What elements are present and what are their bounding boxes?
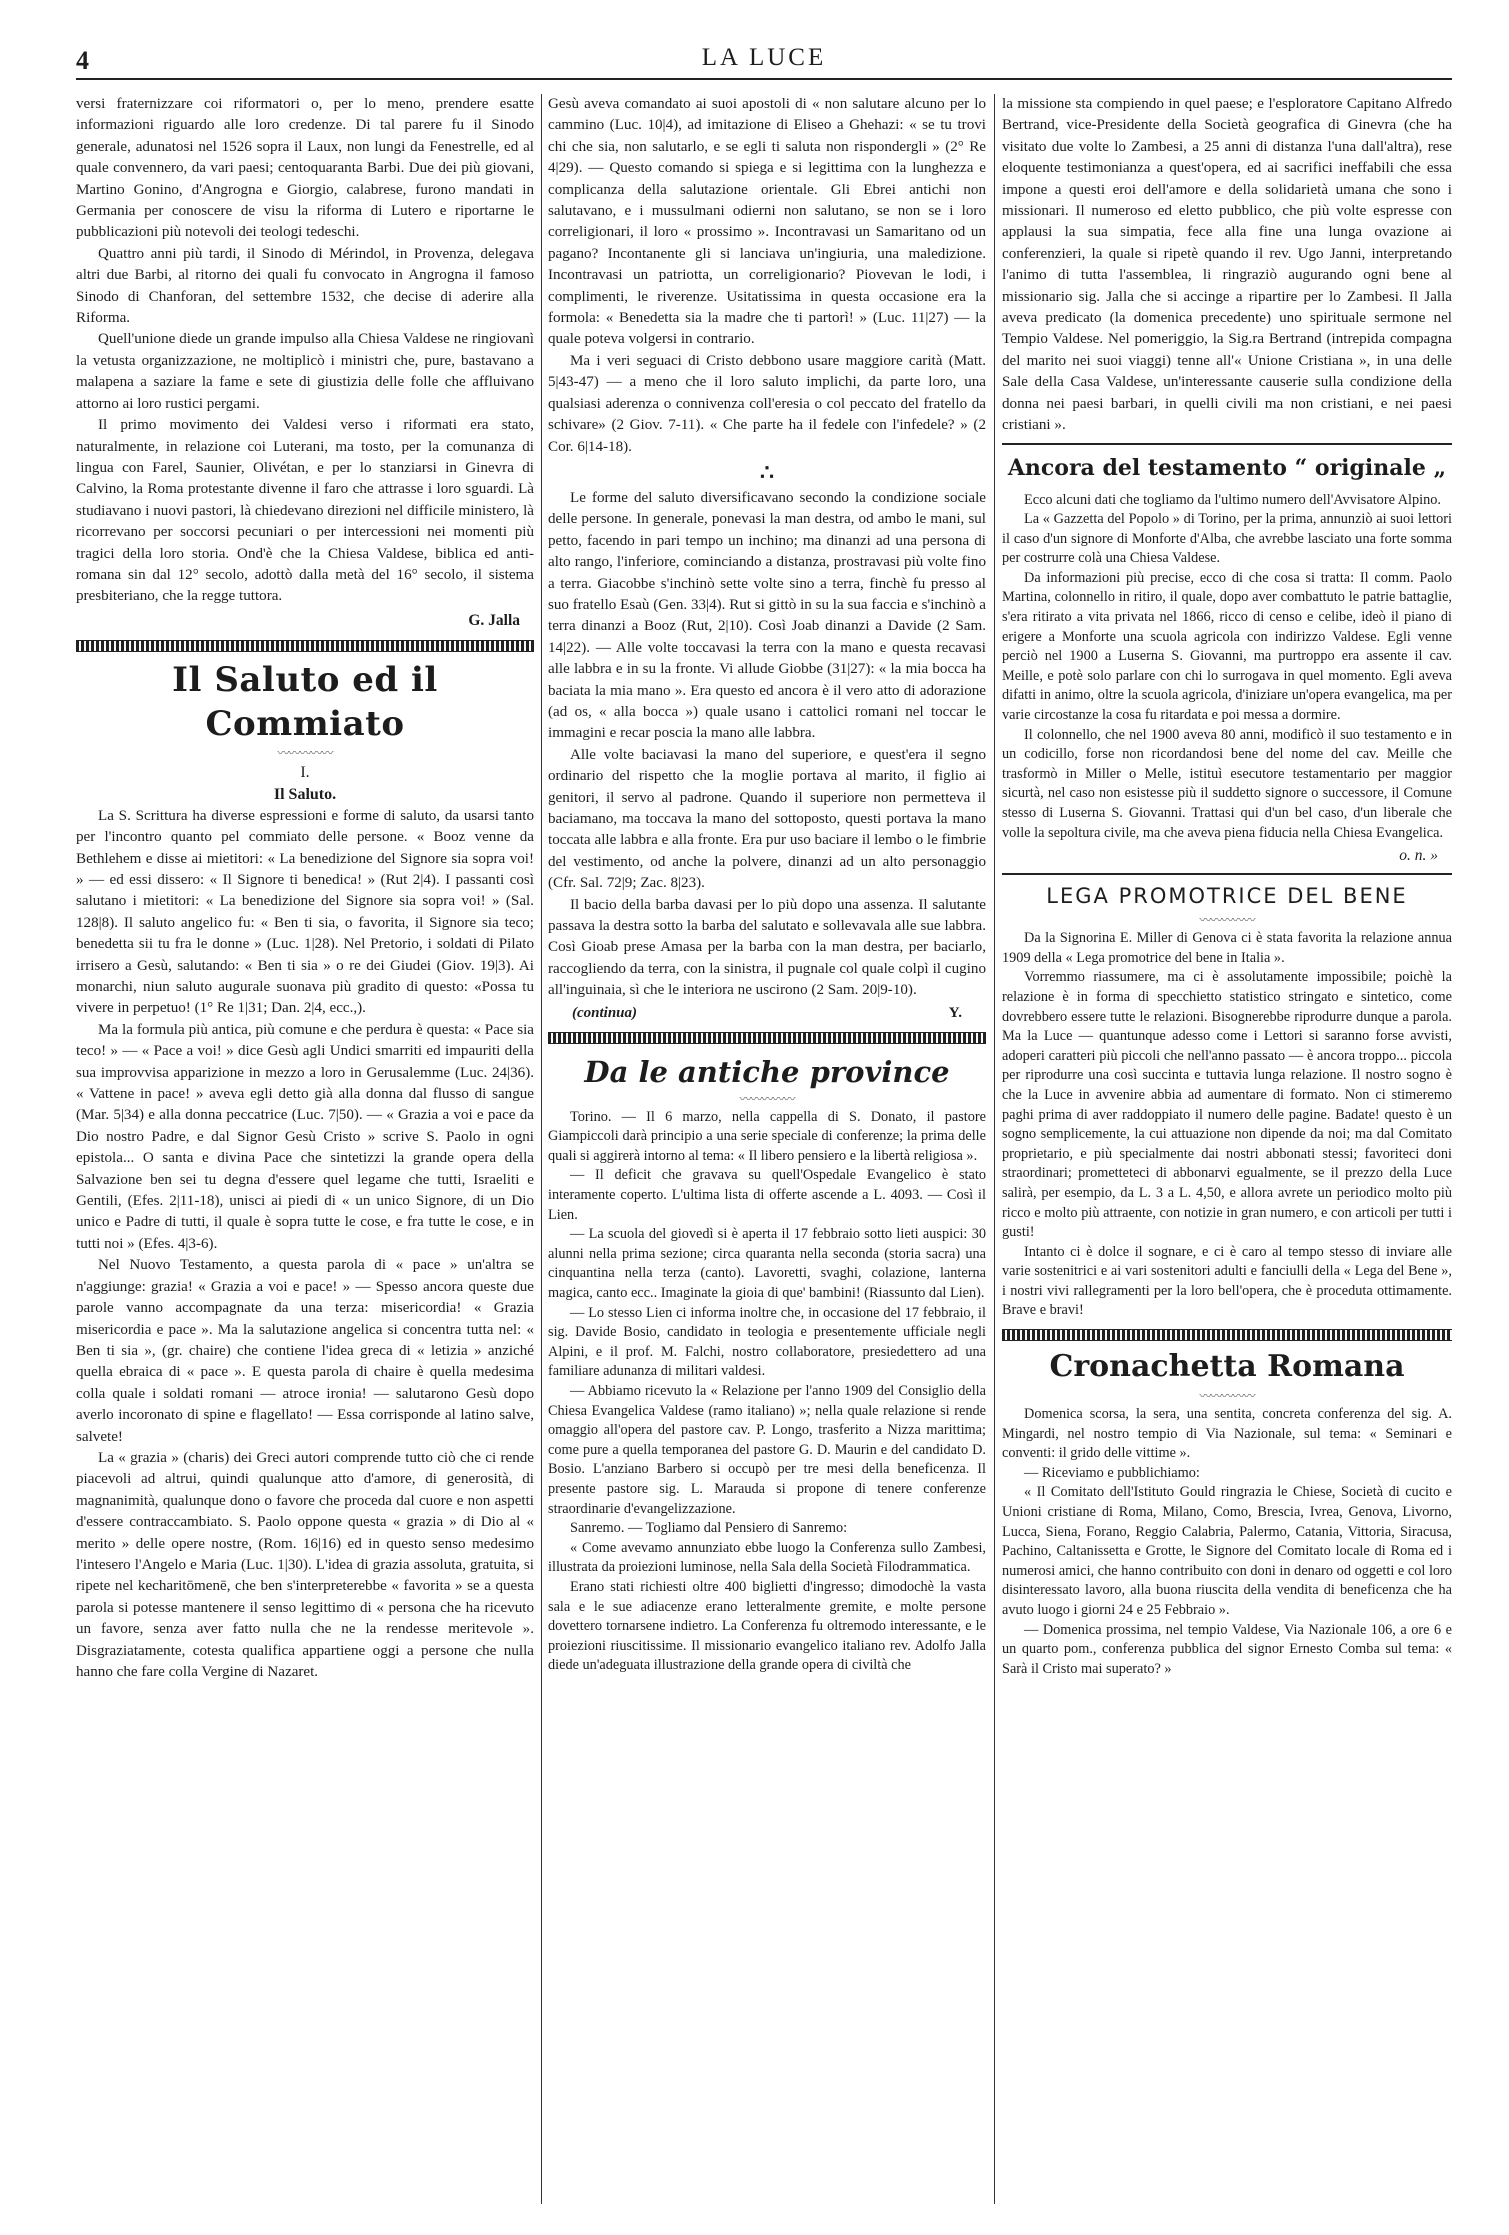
author-signature: o. n. »	[1399, 847, 1438, 865]
article-paragraph: « Come avevamo annunziato ebbe luogo la Conferenza sullo Zambesi, illustrata da proiezioni luminose, nella Sala della Società Filodrammatica.	[548, 1539, 986, 1576]
article-paragraph: La « Gazzetta del Popolo » di Torino, per la prima, annunziò ai suoi lettori il caso d'un signore di Monforte d'Alba, che avrebbe lasciato una forte somma per costrurre colà una Chiesa Valdese.	[1002, 511, 1452, 567]
article-paragraph: « Il Comitato dell'Istituto Gould ringrazia le Chiese, Società di cucito e Unioni cristiane di Roma, Milano, Como, Brescia, Ivrea, Genova, Livorno, Lucca, Siena, Forano, Reggio Calabria, Palermo, Catania, Vittoria, Siracusa, Pachino, Caltanissetta e Grotte, le Signore del Comitato locale di Roma ed i numerosi amici, che hanno contribuito con doni in denaro od oggetti e col loro disinteressato lavoro, alla buona riuscita della vendita di beneficenza che ha avuto luogo i giorni 24 e 25 Febbraio ».	[1002, 1484, 1452, 1618]
article-paragraph: La S. Scrittura ha diverse espressioni e forme di saluto, da usarsi tanto per l'incontro quanto pel commiato delle persone. « Booz venne da Bethlehem e disse ai mietitori: « La benedizione del Signore sia sopra voi! » — ed essi dissero: « Il Signore ti benedica! » (Rut 2|4). I passanti così salutano i mietitori: « La benedizione del Signore sia sopra voi! » (Sal. 128|8). Il saluto angelico fu: « Ben ti sia, o favorita, il Signore sia teco; benedetta sii tu fra le donne » (Luc. 1|28). Nel Pretorio, i soldati di Pilato irrisero a Gesù, salutando: « Ben ti sia » o re dei Giudei (Giov. 19|3). Ai monarchi, niun saluto augurale suonava più gradito di questo: «Possa tu vivere in perpetuo! (1° Re 1|31; Dan. 2|4, ecc.,).	[76, 807, 534, 1017]
article-paragraph: Da la Signorina E. Miller di Genova ci è stata favorita la relazione annua 1909 della « Lega promotrice del bene in Italia ».	[1002, 930, 1452, 966]
article-paragraph: la missione sta compiendo in quel paese; e l'esploratore Capitano Alfredo Bertrand, vice-Presidente della Società geografica di Ginevra (che ha visitato due volte lo Zambesi, a 25 anni di distanza l'una dall'altra), rese eloquente testimonianza a quest'opera, ed ai sacrifici ineffabili che essa impone a questi eroi dell'amore e della solidarietà umana che sono i missionari. Il numeroso ed eletto pubblico, che più volte espresse con applausi la sua simpatia, fece alla fine una lunga ovazione ai conferenzieri, la quale si ripetè quando il rev. Ugo Janni, interpretando l'animo di tutta l'assemblea, li ringraziò augurando ogni bene al missionario sig. Jalla che si accinge a ripartire per lo Zambesi. Il Jalla aveva predicato (la domenica precedente) uno spirituale sermone nel Tempio Valdese. Nel pomeriggio, la Sig.ra Bertrand (intrepida compagna del marito nei suoi viaggi) tenne all'« Unione Cristiana », in una delle Sale della Casa Valdese, un'interessante causerie sulla condizione della donna nei paesi barbari, in quelli civili ma non cristiani, e nei paesi cristiani ».	[1002, 96, 1452, 434]
article-title: Ancora del testamento “ originale „	[1007, 454, 1447, 481]
article-paragraph: versi fraternizzare coi riformatori o, per lo meno, prendere esatte informazioni riguardo alle loro credenze. Di tal parere fu il Sinodo generale, adunatosi nel 1526 sopra il Laux, non lungi da Fenestrelle, ed al quale convennero, da vari paesi; centoquaranta Barbi. Due dei più giovani, Martino Gonino, d'Angrogna e Giorgio, calabrese, furono mandati in Germania per conoscere de visu la riforma di Lutero e riportarne le pubblicazioni più notevoli dei teologi tedeschi.	[76, 96, 534, 241]
divider	[1002, 873, 1452, 875]
wavy-rule: 〰〰〰〰〰	[1199, 913, 1255, 928]
article-paragraph: Ma i veri seguaci di Cristo debbono usare maggiore carità (Matt. 5|43-47) — a meno che il loro saluto implichi, da parte loro, una qualsiasi aderenza o connivenza coll'eresia o col peccato del fratello da schivare» (2 Giov. 7-11). « Che parte ha il fedele con l'infedele? » (2 Cor. 6|14-18).	[548, 352, 986, 455]
ornamental-separator	[1002, 1329, 1452, 1341]
article-paragraph: Da informazioni più precise, ecco di che cosa si tratta: Il comm. Paolo Martina, colonnello in ritiro, il quale, dopo aver combattuto le patrie battaglie, s'era ritirato a vita privata nel 1866, ricco di censo e celibe, ideò il piano di erigere a Monforte una scuola agricola con indirizzo Valdese. Egli venne perciò nel 1900 a Luserna S. Giovanni, ma purtroppo era assente il cav. Meille, e potè solo parlare con chi lo surrogava in quel momento. Egli aveva difatti in animo, oltre la scuola agricola, d'iniziare un'opera evangelica, ma per varie circostanze la cosa fu ritardata e poi messa a dormire.	[1002, 569, 1452, 724]
article-paragraph: Alle volte baciavasi la mano del superiore, e quest'era il segno ordinario del rispetto che la moglie portava al marito, il figlio ai genitori, il servo al padrone. Quando il superiore non permetteva il baciamano, ma toccava la mano del sottoposto, questi portava la mano toccata alle labbra e alla fronte. Era pur uso baciare il lembo o le fimbrie del vestimento, od anche la polvere, dinanzi ad un alto personaggio (Cfr. Sal. 72|9; Zac. 8|23).	[548, 746, 986, 892]
article-paragraph: Il bacio della barba davasi per lo più dopo una assenza. Il salutante passava la destra sotto la barba del salutato e sollevavala alle sue labbra. Così Gioab prese Amasa per la barba con la man destra, per baciarlo, raccogliendo da terra, con la sinistra, il pugnale col quale colpì il cugino all'inguinaia, sì che le interiora ne uscirono (2 Sam. 20|9-10).	[548, 896, 986, 999]
article-paragraph: Le forme del saluto diversificavano secondo la condizione sociale delle persone. In generale, ponevasi la man destra, od ambo le mani, sul petto, facendo in pari tempo un inchino; ma dinanzi ad una persona di alto rango, l'inferiore, cominciando a distanza, prostravasi più volte fino a terra. Giacobbe s'inchinò sette volte sino a terra, finchè fu presso al suo fratello Esaù (Gen. 33|4). Rut si gittò in su la sua faccia e s'inchinò a terra dinanzi a Booz (Rut, 2|10). Così Joab dinanzi a Davide (2 Sam. 14|22). — Alle volte toccavasi la terra con la mano e questa recavasi alle labbra e in su la fronte. Vi allude Giobbe (31|27): « la mia bocca ha baciata la mia mano ». Era questo ed ancora è il vero atto di adorazione (ad os, « alla bocca ») quale usano i cattolici romani nel toccar le immagini e recar poscia la mano alle labbra.	[548, 489, 986, 742]
section-subtitle: Il Saluto.	[273, 785, 337, 803]
section-number: I.	[300, 763, 310, 781]
article-title: Cronachetta Romana	[1049, 1349, 1405, 1385]
section-dots: ∴	[760, 459, 774, 485]
article-paragraph: Ma la formula più antica, più comune e che perdura è questa: « Pace sia teco! » — « Pace a voi! » dice Gesù agli Undici smarriti ed impauriti della sua improvvisa apparizione in mezzo a loro in Gerusalemme (Luc. 24|36). « Vattene in pace! » aveva egli detto già alla donna dal flusso di sangue (Mar. 5|34) e alla donna peccatrice (Luc. 7|50). — « Grazia a voi e pace da Dio nostro Padre, e dal Signor Gesù Cristo » scrive S. Paolo in ogni epistola... O santa e divina Pace che sintetizzi la grande opera della Salvazione ben sei tu degna d'essere quel legame che tutti, Israeliti e Gentili, (Efes. 2|11-18), unisci ai piedi di « un unico Signore, di un Dio unico e Padre di tutti, il quale è sopra tutte le cose, e fra tutte le cose, e in tutti noi » (Efes. 4|3-6).	[76, 1021, 534, 1252]
article-paragraph: Ecco alcuni dati che togliamo da l'ultimo numero dell'Avvisatore Alpino.	[1024, 491, 1442, 508]
article-paragraph: Nel Nuovo Testamento, a questa parola di « pace » un'altra se n'aggiunge: grazia! « Grazia a voi e pace! » — Spesso ancora queste due parole vanno accompagnate da una terza: misericordia! « Grazia misericordia e pace ». Ma la salutazione angelica si concentra tutta nel: « Ben ti sia », (gr. chaire) che contiene l'idea greca di « letizia » anziché quella ebraica di « pace ». E questa parola di chaire è quella medesima colla quale i soldati romani — atroce ironia! — salutarono Gesù dopo averlo incoronato di spine e flagellato! — Essa corrisponde al latino salve, salvete!	[76, 1257, 534, 1445]
article-paragraph: — Abbiamo ricevuto la « Relazione per l'anno 1909 del Consiglio della Chiesa Evangelica Valdese (ramo italiano) »; nella quale relazione si rende omaggio all'opera del pastore cav. P. Longo, trasferito a Nizza marittima; come pure a quella temporanea del pastore G. D. Maurin e del candidato D. Bosio. L'anziano Barbero si occupò per tre mesi della beneficenza. Il presente pastore sig. L. Marauda si propone di tenere conferenze straordinarie d'evangelizzazione.	[548, 1382, 986, 1517]
page-header	[76, 44, 1452, 80]
wavy-rule: 〰〰〰〰〰	[277, 745, 333, 760]
ornamental-separator	[548, 1032, 986, 1044]
article-paragraph: Quattro anni più tardi, il Sinodo di Mérindol, in Provenza, delegava altri due Barbi, al ritorno dei quali fu convocato in Angrogna il famoso Sinodo di Chanforan, del settembre 1532, che decise di aderire alla Riforma.	[76, 245, 534, 327]
continua-label: (continua)	[572, 1004, 638, 1021]
column-1	[76, 94, 534, 2214]
article-paragraph: — Il deficit che gravava su quell'Ospedale Evangelico è stato interamente coperto. L'ultima lista di offerte ascende a L. 4093. — Così il Lien.	[548, 1167, 986, 1223]
article-title: Da le antiche province	[584, 1054, 950, 1089]
article-paragraph: Gesù aveva comandato ai suoi apostoli di « non salutare alcuno per lo cammino (Luc. 10|4), ad imitazione di Eliseo a Ghehazi: « se tu trovi chi che sia, non salutarlo, e se egli ti saluta non rispondergli » (2° Re 4|29). — Questo comando si spiega e si legittima con la lunghezza e complicanza della salutazione orientale. Gli Ebrei antichi non salutavano, e i mussulmani odierni non salutano, se non se i loro correligionari, il loro « prossimo ». Incontravasi un Samaritano od un pagano? Incontanente gli si lanciava un'ingiuria, una maledizione. Incontravasi un patriotta, un correligionario? Piovevan le lodi, i complimenti, le riverenze. Usitatissima in questa occasione era la formola: « Benedetta sia la madre che ti partorì! » (Luc. 11|27) — la quale poteva volgersi in contrario.	[548, 96, 986, 348]
article-paragraph: Il colonnello, che nel 1900 aveva 80 anni, modificò il suo testamento e in un codicillo, forse non ricordandosi bene del nome del cav. Meille che trasformò in Miller o Melle, istituì esecutore testamentario per maggior sicurtà, nel caso non esistesse più il suddetto signore o successore, il Comune stesso di Luserna S. Giovanni. Trattasi qui d'un bel caso, d'un liberale che volle la sepoltura civile, ma che aveva piena fiducia nella Chiesa Evangelica.	[1002, 726, 1452, 841]
article-paragraph: Quell'unione diede un grande impulso alla Chiesa Valdese ne ringiovanì la vetusta organizzazione, ne moltiplicò i ministri che, pure, bastavano a malapena a saziare la fame e sete di giustizia delle folle che affluivano attorno ai loro rustici pergami.	[76, 331, 534, 412]
divider	[1002, 443, 1452, 445]
article-title: Il Saluto ed il Commiato	[172, 659, 438, 744]
page-number: 4	[76, 46, 89, 75]
article-paragraph: Il primo movimento dei Valdesi verso i riformati era stato, naturalmente, in relazione coi Luterani, ma tosto, per la comunanza di lingua con Farel, Saunier, Olivétan, e per lo stanziarsi in Ginevra di Calvino, la Roma protestante divenne il faro che attrasse i loro sguardi. Là studiavano i nuovi pastori, là chiedevano direzioni nel difficile ministero, là ricorrevano per soccorsi pecuniari o per intercessioni nei momenti più tragici della loro storia. Ond'è che la Chiesa Valdese, biblica ed anti-romana sin dal 12° secolo, adottò dalla metà del 16° secolo, il sistema presbiteriano, che la regge tuttora.	[76, 417, 534, 605]
column-divider	[541, 94, 542, 2204]
article-paragraph: — La scuola del giovedì si è aperta il 17 febbraio sotto lieti auspici: 30 alunni nella prima sezione; circa quaranta nella seconda (storia sacra) una cinquantina nella terza (canto). Lavoretti, svaghi, colazione, lanterna magica, canto ecc.. Imaginate la gioia di que' bambini! (Riassunto dal Lien).	[548, 1226, 986, 1301]
column-divider	[994, 94, 995, 2204]
wavy-rule: 〰〰〰〰〰	[1199, 1389, 1255, 1404]
article-paragraph: — Lo stesso Lien ci informa inoltre che, in occasione del 17 febbraio, il sig. Davide Bosio, candidato in teologia e presentemente ufficiale negli Alpini, e il prof. M. Falchi, nostro collaboratore, presiedettero ad una familiare adunanza di militari valdesi.	[548, 1304, 986, 1380]
column-3	[1002, 94, 1452, 2214]
article-title: LEGA PROMOTRICE DEL BENE	[1046, 884, 1408, 909]
article-paragraph: Domenica scorsa, la sera, una sentita, concreta conferenza del sig. A. Mingardi, nel nostro tempio di Via Nazionale, sul tema: « Seminari e conventi: il grido delle vittime ».	[1002, 1406, 1452, 1462]
masthead-title: LA LUCE	[701, 44, 827, 71]
article-paragraph: Intanto ci è dolce il sognare, e ci è caro al tempo stesso di inviare alle varie sostenitrici e ai vari sostenitori adulti e fanciulli della « Lega del Bene », i nostri vivi rallegramenti per la loro bell'opera, che è proceduta ottimamente. Brave e bravi!	[1002, 1243, 1452, 1319]
author-signature: G. Jalla	[468, 611, 520, 629]
article-paragraph: Sanremo. — Togliamo dal Pensiero di Sanremo:	[570, 1520, 848, 1537]
continuation-line	[548, 1002, 986, 1024]
article-paragraph: Vorremmo riassumere, ma ci è assolutamente impossibile; poichè la relazione è in forma di specchietto statistico stringato e sintetico, come dovrebbero essere tutte le relazioni. Bisognerebbe riprodurre dunque a parola. Ma la Luce — quantunque adesso come i Lettori si saranno forse avvisti, adoperi caratteri più piccoli che nell'anno passato — è ancora troppo... piccola per riprodurre una così succinta e tuttavia lunga relazione. Il nostro sogno è che la Luce in avvenire abbia ad aumentare di formato. Non ci stimeremo paghi prima di aver raddoppiato il numero delle pagine. Badate! questo è un sogno semplicemente, la cui attuazione non dipende da noi; ma dal Comitato proprietario, e più specialmente dai nostri abbonati stessi; favoriteci doni straordinari; prometteteci di abbonarvi egualmente, se il prezzo della Luce salirà, per esempio, da L. 3 a L. 4,50, e allora avrete un periodico molto più ricco e molto più attraente, con notizie in gran numero, e con articoli per tutti i gusti!	[1002, 969, 1452, 1241]
wavy-rule: 〰〰〰〰〰	[739, 1091, 795, 1106]
article-paragraph: — Domenica prossima, nel tempio Valdese, Via Nazionale 106, a ore 6 e un quarto pom., conferenza pubblica del signor Ernesto Comba sul tema: « Sarà il Cristo mai superato? »	[1002, 1621, 1452, 1677]
article-paragraph: — Riceviamo e pubblichiamo:	[1024, 1464, 1200, 1481]
article-paragraph: Torino. — Il 6 marzo, nella cappella di S. Donato, il pastore Giampiccoli darà principio a una serie speciale di conferenze; la prima delle quali si aggirerà intorno al tema: « Il libero pensiero e la libertà religiosa ».	[548, 1108, 986, 1164]
column-2	[548, 94, 986, 2214]
article-paragraph: Erano stati richiesti oltre 400 biglietti d'ingresso; dimodochè la vasta sala e le sue adiacenze erano letteralmente gremite, e molte persone dovettero tornarsene indietro. La Conferenza fu oltremodo interessante, e le proiezioni riuscitissime. Il missionario evangelico italiano rev. Adolfo Jalla diede un'adeguata illustrazione della grande opera di civiltà che	[548, 1578, 986, 1674]
ornamental-separator	[76, 640, 534, 652]
article-paragraph: La « grazia » (charis) dei Greci autori comprende tutto ciò che ci rende piacevoli ad altrui, quindi qualunque atto d'amore, di generosità, di magnanimità, qualunque dono o favore che proceda dal cuore e non aspetti d'essere contraccambiato. S. Paolo oppone questa « grazia » di Dio al « merito » delle opere nostre, (Rom. 16|16) ed in questo senso medesimo l'intesero l'Angelo e Maria (Luc. 1|30). L'idea di grazia assoluta, gratuita, si ripete nel kecharitōmenē, che ben s'interpreterebbe « favorita » se a questa parola si potesse mantenere il senso legittimo di « persona che ha ricevuto un favore, senza aver fatto nulla che ne la rendesse meritevole ». Disgraziatamente, cotesta qualifica appartiene oggi a persone che nulla hanno che fare colla Vergine di Nazaret.	[76, 1449, 534, 1680]
author-signature: Y.	[948, 1004, 962, 1021]
